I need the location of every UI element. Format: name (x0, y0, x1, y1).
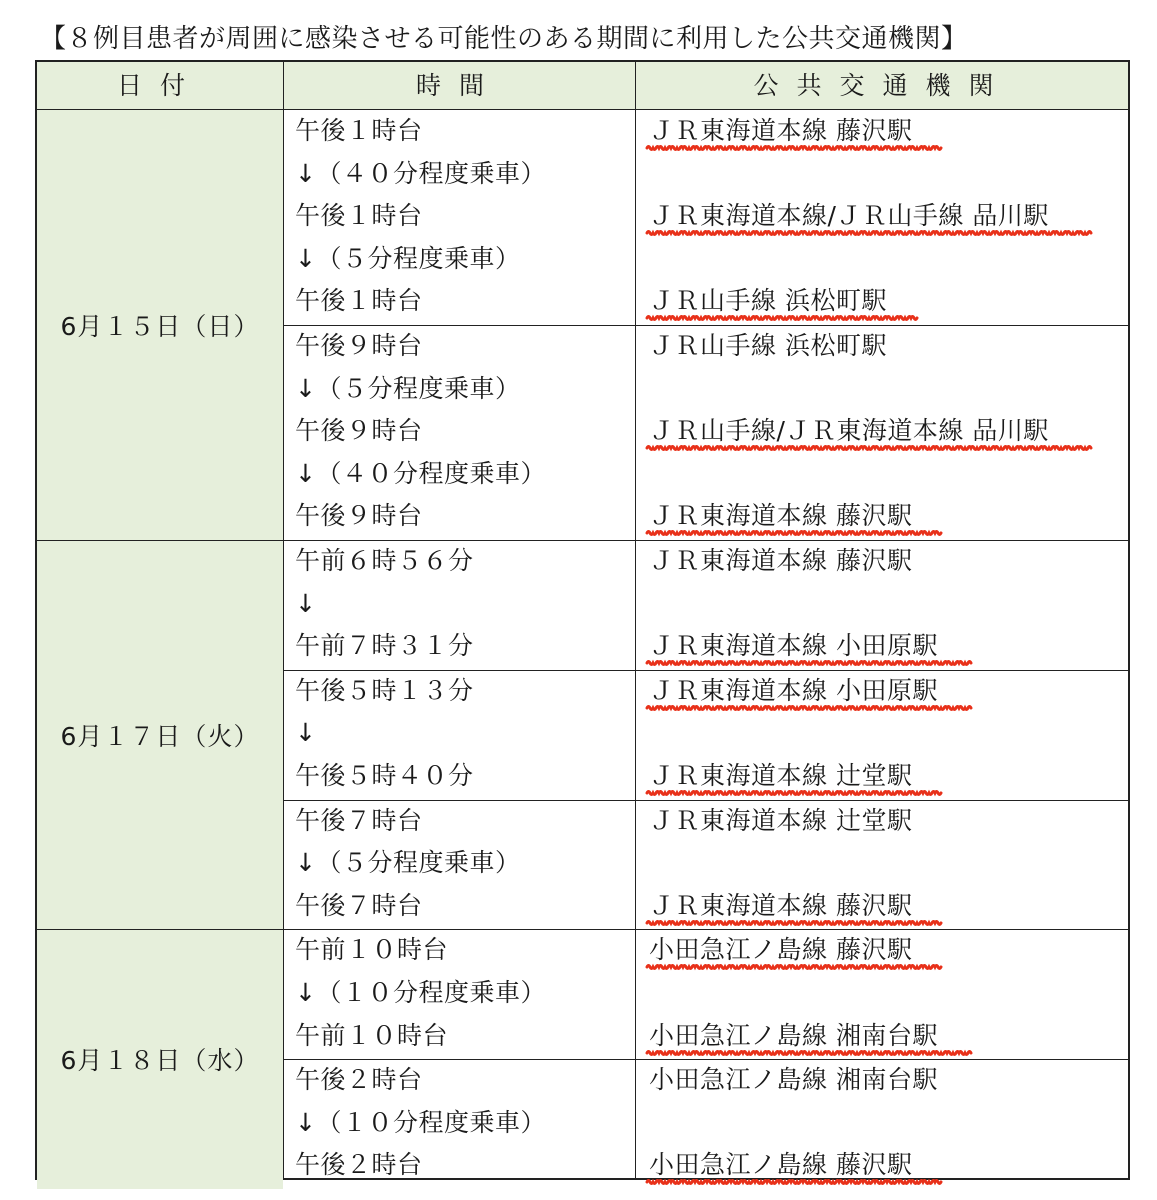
transit-underline (647, 659, 968, 667)
transit-entry: 小田急江ノ島線 藤沢駅 (649, 935, 913, 965)
document-title: 【８例目患者が周囲に感染させる可能性のある期間に利用した公共交通機関】 (40, 24, 968, 54)
transit-underline (647, 1049, 968, 1057)
transit-underline (647, 789, 940, 797)
group-divider (37, 929, 1128, 930)
transit-entry: ＪＲ山手線 浜松町駅 (649, 331, 887, 360)
transit-entry: ＪＲ東海道本線 小田原駅 (649, 675, 938, 705)
time-entry: ↓（４０分程度乗車） (295, 458, 546, 488)
transit-underline (647, 529, 940, 537)
date-cell (37, 540, 283, 929)
time-entry: 午後７時台 (295, 890, 423, 920)
transit-underline (647, 1178, 940, 1186)
time-entry: 午前７時３１分 (295, 631, 474, 661)
transit-entry: ＪＲ東海道本線 藤沢駅 (649, 501, 913, 531)
transit-table (35, 60, 1130, 1180)
date-cell (37, 110, 283, 540)
column-divider (635, 62, 636, 1178)
transit-underline (647, 229, 1091, 237)
time-entry: 午前６時５６分 (295, 546, 474, 575)
time-entry: ↓（１０分程度乗車） (295, 1107, 546, 1137)
transit-entry: ＪＲ東海道本線 辻堂駅 (649, 761, 913, 790)
column-divider (283, 62, 284, 1178)
time-entry: ↓（４０分程度乗車） (295, 158, 546, 188)
time-entry: 午前１０時台 (295, 935, 449, 965)
transit-entry: ＪＲ山手線/ＪＲ東海道本線 品川駅 (649, 416, 1049, 446)
date-label: 6月１８日（水） (60, 1046, 260, 1076)
transit-entry: ＪＲ東海道本線 辻堂駅 (649, 805, 913, 835)
time-entry: ↓ (295, 588, 317, 618)
transit-entry: 小田急江ノ島線 湘南台駅 (649, 1020, 938, 1050)
time-entry: 午後５時４０分 (295, 761, 474, 790)
time-entry: 午後１時台 (295, 116, 423, 145)
time-entry: 午後１時台 (295, 201, 423, 231)
date-label: 6月１７日（火） (60, 721, 260, 751)
table-header-row (37, 62, 1128, 110)
transit-entry: ＪＲ東海道本線 藤沢駅 (649, 116, 913, 145)
time-entry: ↓（５分程度乗車） (295, 848, 521, 878)
time-entry: 午後７時台 (295, 805, 423, 835)
transit-entry: ＪＲ東海道本線/ＪＲ山手線 品川駅 (649, 201, 1049, 231)
transit-underline (647, 919, 940, 927)
transit-underline (647, 314, 913, 322)
time-entry: ↓（１０分程度乗車） (295, 978, 546, 1007)
time-entry: ↓（５分程度乗車） (295, 243, 521, 273)
time-entry: 午後５時１３分 (295, 675, 474, 705)
group-divider (37, 540, 1128, 541)
transit-entry: 小田急江ノ島線 湘南台駅 (649, 1065, 938, 1095)
time-entry: ↓（５分程度乗車） (295, 373, 521, 403)
transit-underline (647, 963, 940, 971)
transit-underline (647, 144, 940, 152)
transit-underline (647, 704, 968, 712)
transit-entry: ＪＲ山手線 浜松町駅 (649, 286, 887, 316)
time-entry: 午前１０時台 (295, 1020, 449, 1050)
time-entry: 午後９時台 (295, 501, 423, 531)
date-cell (37, 929, 283, 1189)
transit-entry: ＪＲ東海道本線 藤沢駅 (649, 546, 913, 575)
time-entry: 午後２時台 (295, 1065, 423, 1095)
header-date: 日付 (116, 71, 203, 100)
date-label: 6月１５日（日） (60, 312, 260, 341)
time-entry: 午後９時台 (295, 416, 423, 446)
transit-entry: ＪＲ東海道本線 小田原駅 (649, 631, 938, 661)
transit-underline (647, 444, 1091, 452)
time-entry: ↓ (295, 718, 317, 748)
transit-entry: ＪＲ東海道本線 藤沢駅 (649, 890, 913, 920)
header-time: 時間 (415, 71, 502, 100)
time-entry: 午後２時台 (295, 1150, 423, 1180)
header-transit: 公共交通機関 (753, 71, 1012, 100)
time-entry: 午後１時台 (295, 286, 423, 316)
time-entry: 午後９時台 (295, 331, 423, 360)
transit-entry: 小田急江ノ島線 藤沢駅 (649, 1150, 913, 1180)
